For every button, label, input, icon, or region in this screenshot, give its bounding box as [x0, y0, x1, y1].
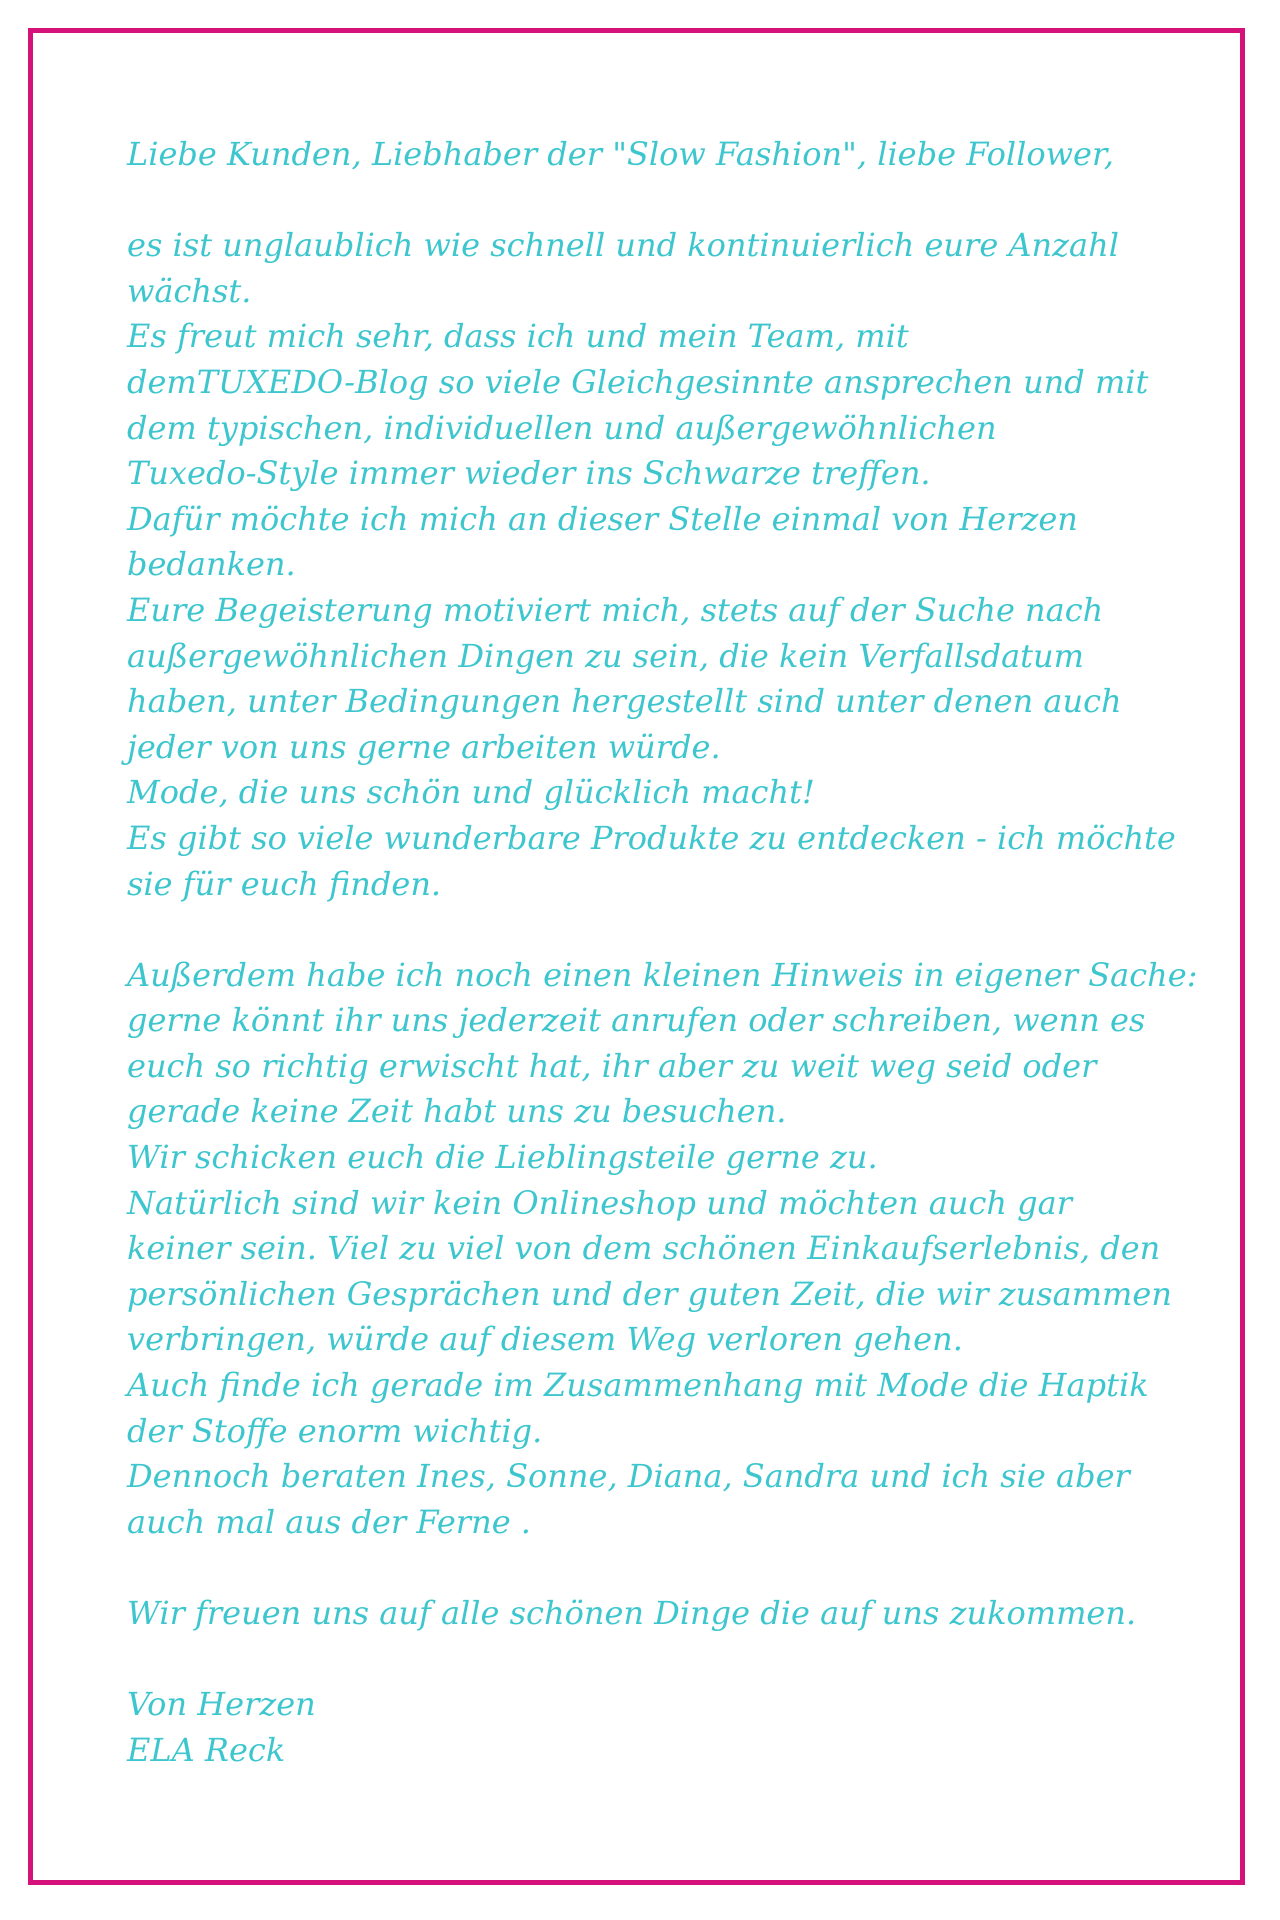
text-line: Natürlich sind wir kein Onlineshop und möchten auch gar	[127, 1183, 1073, 1222]
letter-signature: ELA Reck	[127, 1730, 286, 1769]
letter-signoff: Von Herzen	[127, 1685, 316, 1724]
paragraph-gap	[127, 1545, 1187, 1591]
letter-closing-line: Wir freuen uns auf alle schönen Dinge die auf uns zukommen.	[127, 1594, 1137, 1632]
text-line: der Stoffe enorm wichtig.	[127, 1411, 543, 1450]
paragraph-gap	[127, 178, 1187, 224]
text-line: haben, unter Bedingungen hergestellt sind unter denen auch	[127, 682, 1122, 721]
text-line: demTUXEDO-Blog so viele Gleichgesinnte ansprechen und mit	[127, 362, 1149, 401]
text-line: Es gibt so viele wunderbare Produkte zu entdecken - ich möchte	[127, 818, 1176, 857]
text-line: Außerdem habe ich noch einen kleinen Hinweis in eigener Sache:	[127, 955, 1198, 994]
text-line: Dennoch beraten Ines, Sonne, Diana, Sandra und ich sie aber	[127, 1457, 1130, 1496]
text-line: Wir schicken euch die Lieblingsteile gerne zu.	[127, 1138, 878, 1177]
paragraph-gap	[127, 907, 1187, 953]
paragraph-gap	[127, 1637, 1187, 1683]
text-line: es ist unglaublich wie schnell und kontinuierlich eure Anzahl	[127, 226, 1119, 265]
text-line: Mode, die uns schön und glücklich macht!	[127, 773, 815, 812]
text-line: auch mal aus der Ferne .	[127, 1502, 531, 1541]
text-line: Auch finde ich gerade im Zusammenhang mit Mode die Haptik	[127, 1366, 1149, 1405]
text-line: persönlichen Gesprächen und der guten Zeit, die wir zusammen	[127, 1274, 1172, 1313]
text-line: dem typischen, individuellen und außergewöhnlichen	[127, 408, 997, 447]
letter-paragraph-2	[127, 953, 1198, 1546]
text-line: bedanken.	[127, 545, 296, 584]
letter-body	[127, 132, 1198, 1773]
text-line: keiner sein. Viel zu viel von dem schönen Einkaufserlebnis, den	[127, 1229, 1161, 1268]
text-line: außergewöhnlichen Dingen zu sein, die kein Verfallsdatum	[127, 636, 1084, 675]
text-line: Tuxedo-Style immer wieder ins Schwarze treffen.	[127, 454, 931, 493]
text-line: gerade keine Zeit habt uns zu besuchen.	[127, 1092, 787, 1131]
text-line: Es freut mich sehr, dass ich und mein Team, mit	[127, 317, 909, 356]
text-line: sie für euch finden.	[127, 864, 442, 903]
letter-paragraph-1	[127, 223, 1187, 907]
text-line: Eure Begeisterung motiviert mich, stets auf der Suche nach	[127, 590, 1104, 629]
text-line: verbringen, würde auf diesem Weg verloren gehen.	[127, 1320, 963, 1359]
text-line: gerne könnt ihr uns jederzeit anrufen oder schreiben, wenn es	[127, 1001, 1146, 1040]
text-line: wächst.	[127, 271, 252, 310]
text-line: Dafür möchte ich mich an dieser Stelle einmal von Herzen	[127, 499, 1078, 538]
text-line: euch so richtig erwischt hat, ihr aber zu weit weg seid oder	[127, 1046, 1097, 1085]
letter-greeting: Liebe Kunden, Liebhaber der "Slow Fashion", liebe Follower,	[127, 135, 1114, 173]
text-line: jeder von uns gerne arbeiten würde.	[127, 727, 721, 766]
